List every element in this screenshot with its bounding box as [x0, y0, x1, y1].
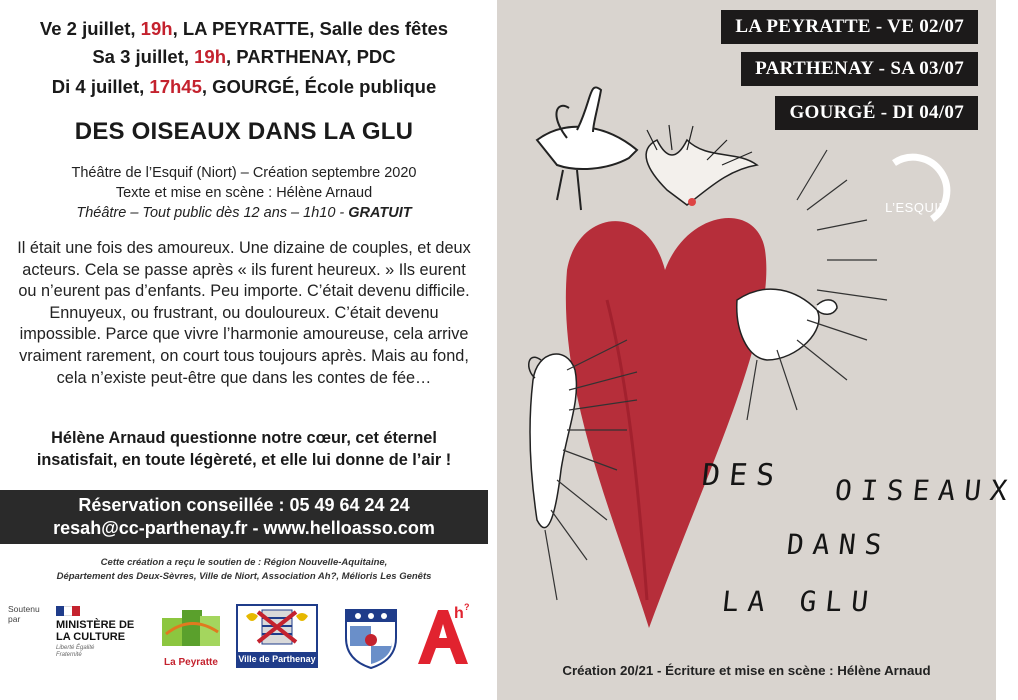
peyratte-emblem-icon	[158, 604, 224, 650]
schedule-time: 19h	[194, 46, 227, 67]
schedule-time: 19h	[140, 18, 173, 39]
peyratte-name: La Peyratte	[164, 657, 218, 668]
schedule-place: , GOURGÉ, École publique	[201, 76, 437, 97]
schedule-place: , PARTHENAY, PDC	[226, 46, 396, 67]
support-credits	[0, 556, 488, 584]
date-tag-gourge: GOURGÉ - DI 04/07	[775, 96, 978, 130]
company-credit: Théâtre de l’Esquif (Niort) – Création septembre 2020	[71, 165, 417, 181]
support-line: Département des Deux-Sèvres, Ville de Niort, Association Ah?, Mélioris Les Genêts	[56, 571, 432, 582]
author-credit: Texte et mise en scène : Hélène Arnaud	[115, 185, 373, 201]
schedule-time: 17h45	[149, 76, 202, 97]
esquif-logo-text: L’ESQUIF	[885, 200, 947, 215]
schedule-line-1	[0, 18, 488, 40]
supported-by-label: Soutenu par	[8, 604, 40, 624]
date-tag-la-peyratte: LA PEYRATTE - VE 02/07	[721, 10, 978, 44]
ministere-culture-logo	[56, 606, 152, 666]
flyer-left-panel	[0, 0, 488, 700]
ministere-motto: Liberté Égalité Fraternité	[56, 645, 95, 658]
handwritten-title-des: DES	[700, 458, 786, 493]
reservation-band	[0, 490, 488, 544]
synopsis-text: Il était une fois des amoureux. Une dizaine de couples, et deux acteurs. Cela se passe après « ils furent heureux. » Ils eurent ou n’eurent pas d’enfants. Peu importe. C’était devenu difficile. Ennuyeux, ou frustrant, ou douloureux. C’était devenu impossible. Parce que vivre l’harmonie amoureuse, cela arrive vraiment rarement, on court tous toujours après. Mais au fond, cela n’existe peut-être que dans les contes de fée…	[17, 239, 471, 387]
svg-text:?: ?	[464, 602, 470, 612]
poster-right-panel	[497, 0, 1018, 700]
schedule-line-3	[0, 76, 488, 98]
schedule-day: Sa 3 juillet,	[92, 46, 195, 67]
parthenay-crest-icon	[238, 606, 316, 650]
deux-sevres-shield-logo	[336, 602, 406, 670]
parthenay-name: Ville de Parthenay	[238, 654, 316, 664]
poster-footer-credit: Création 20/21 - Écriture et mise en scène : Hélène Arnaud	[562, 663, 931, 678]
french-flag-icon	[56, 606, 80, 616]
free-label: GRATUIT	[348, 205, 412, 221]
handwritten-title-la-glu: LA GLU	[720, 585, 879, 618]
reservation-contact-links: resah@cc-parthenay.fr - www.helloasso.com	[53, 518, 435, 538]
tagline-text: Hélène Arnaud questionne notre cœur, cet éternel insatisfait, en toute légèreté, et elle lui donne de l’air !	[36, 429, 452, 469]
svg-text:h: h	[454, 605, 464, 622]
handwritten-title-dans: DANS	[785, 528, 893, 561]
ville-de-parthenay-logo	[236, 604, 318, 668]
ministere-name: MINISTÈRE DE LA CULTURE	[56, 619, 135, 643]
schedule-day: Ve 2 juillet,	[39, 18, 141, 39]
date-tag-parthenay: PARTHENAY - SA 03/07	[741, 52, 978, 86]
support-line: Cette création a reçu le soutien de : Région Nouvelle-Aquitaine,	[100, 557, 388, 568]
show-title: DES OISEAUX DANS LA GLU	[74, 118, 414, 145]
schedule-place: , LA PEYRATTE, Salle des fêtes	[172, 18, 449, 39]
association-ah-logo	[412, 600, 474, 670]
handwritten-title-oiseaux: OISEAUX	[833, 474, 1018, 507]
schedule-line-2	[0, 46, 488, 68]
audience-info	[0, 205, 488, 221]
la-peyratte-logo	[158, 604, 224, 668]
schedule-day: Di 4 juillet,	[51, 76, 150, 97]
audience-info-text: Théâtre – Tout public dès 12 ans – 1h10 -	[76, 205, 349, 221]
reservation-phone: Réservation conseillée : 05 49 64 24 24	[78, 495, 410, 515]
